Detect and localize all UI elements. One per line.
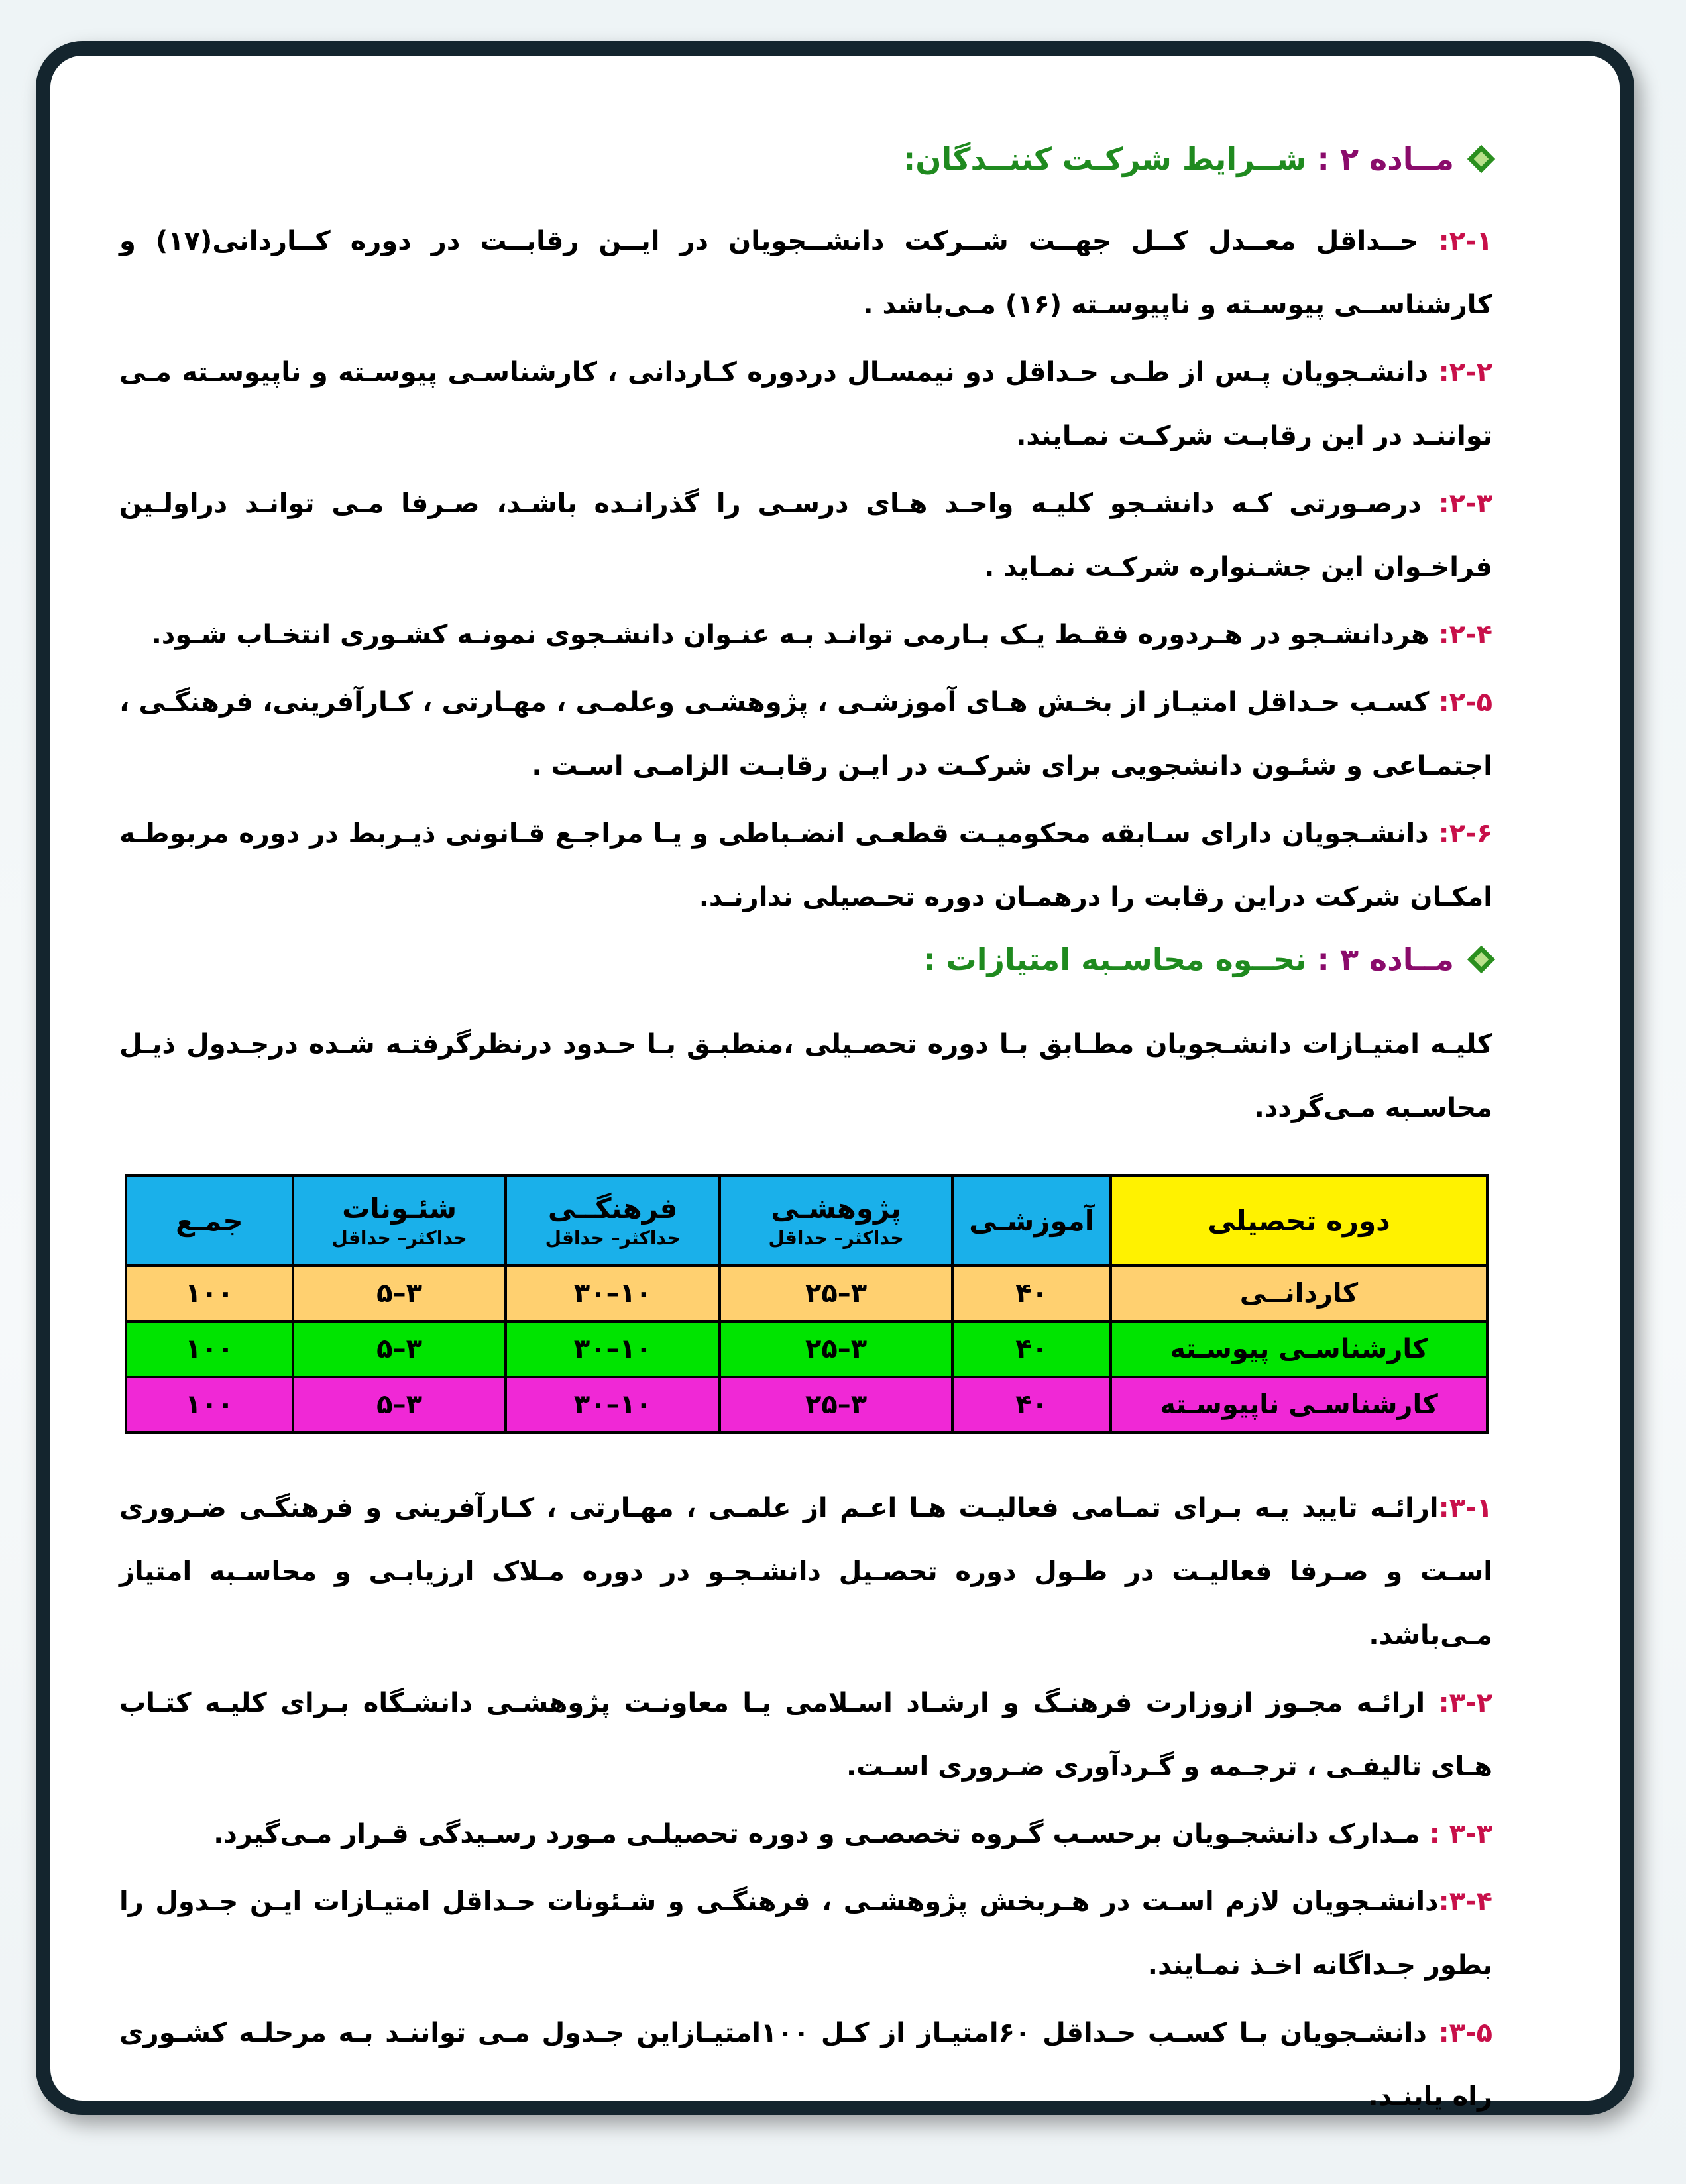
item-text: مـدارک دانشجـویان برحسـب گـروه تخصصـی و دوره تحصیلـی مـورد رسـیدگی قـرار مـی‌گیرد.	[213, 1819, 1430, 1849]
article-3-intro: کلیـه امتیـازات دانشـجویان مطـابق بـا دوره تحصـیلی ،منطبـق بـا حـدود درنظرگرفتـه شـده درجـدول ذیـل محاسـبه مـی‌گردد.	[119, 1029, 1492, 1123]
item-text: هردانشـجو در هـردوره فقـط یـک بـارمی توانـد بـه عنـوان دانشـجوی نمونـه کشـوری انتخـاب شـود.	[151, 620, 1439, 650]
header-total: جمـع	[126, 1175, 293, 1266]
cell-research: ۳–۲۵	[720, 1321, 953, 1377]
item-text: ارائـه مجـوز ازوزارت فرهنـگ و ارشـاد اسـلامی یـا معاونـت پژوهشـی دانشـگاه بـرای کلیـه کتـاب هـای تالیفـی ، ترجـمه و گـردآوری ضـروری اسـت.	[119, 1688, 1492, 1782]
item-code: ۲-۵:	[1438, 687, 1492, 718]
item-code: ۲-۶:	[1438, 818, 1492, 849]
article-2-heading	[119, 133, 1492, 186]
header-research-label: پژوهشـی	[771, 1192, 901, 1225]
table-row	[126, 1266, 1487, 1321]
cell-period: کارشناسـی پیوسـته	[1111, 1321, 1487, 1377]
article-3-item	[119, 2001, 1492, 2128]
item-text: دانشـجویان دارای سـابقه محکومیـت قطعـی انضـباطی و یـا مراجـع قـانونی ذیـربط در دوره مربوطـه امکـان شرکت دراین رقابت را درهمـان دوره تحـصیلی ندارنـد.	[119, 818, 1492, 912]
header-affairs-range: حداکثر– حداقل	[331, 1227, 467, 1249]
item-text: دانشـجویان پـس از طـی حـداقل دو نیمسـال دردوره کـاردانی ، کارشناسـی پیوسـته و ناپیوسـته مـی تواننـد در این رقابـت شرکـت نمـایند.	[119, 357, 1492, 451]
item-text: کسـب حـداقل امتیـاز از بخـش هـای آموزشـی ، پژوهشـی وعلمـی ، مهـارتی ، کـارآفرینی، فرهنگـی ، اجتمـاعی و شئـون دانشجویی برای شرکـت در ایـن رقابـت الزامـی اسـت .	[119, 687, 1492, 781]
item-code: ۲-۲:	[1438, 357, 1492, 388]
item-text: دانشـجویان لازم اسـت در هـربخش پژوهشـی ، فرهنگـی و شـئونات حـداقل امتیـازات ایـن جـدول را بطور جـداگانه اخـذ نمـایند.	[119, 1886, 1492, 1981]
cell-period: کاردانــی	[1111, 1266, 1487, 1321]
cell-research: ۳–۲۵	[720, 1266, 953, 1321]
table-row	[126, 1377, 1487, 1433]
article-2-title: شــرایط شرکـت کننــدگان:	[903, 141, 1307, 177]
item-code: ۳-۲:	[1438, 1688, 1492, 1718]
header-affairs-label: شئـونات	[342, 1192, 457, 1225]
item-text: دانشـجویان بـا کسـب حـداقل ۶۰امتیـاز از کـل ۱۰۰امتیـازاین جـدول مـی تواننـد بـه مرحلـه کشـوری راه یابنـد.	[119, 2018, 1492, 2112]
table-row	[126, 1321, 1487, 1377]
cell-total: ۱۰۰	[126, 1321, 293, 1377]
article-3-item	[119, 1476, 1492, 1667]
cell-cultural: ۱۰–۳۰	[506, 1321, 719, 1377]
cell-cultural: ۱۰–۳۰	[506, 1377, 719, 1433]
cell-education: ۴۰	[952, 1321, 1111, 1377]
score-table	[125, 1174, 1489, 1434]
item-code: ۲-۱:	[1438, 226, 1492, 256]
header-cultural	[506, 1175, 719, 1266]
cell-total: ۱۰۰	[126, 1266, 293, 1321]
item-code: ۳-۱:	[1438, 1493, 1492, 1523]
article-2-item	[119, 671, 1492, 798]
article-2-item	[119, 209, 1492, 337]
item-code: ۲-۴:	[1438, 620, 1492, 650]
cell-total: ۱۰۰	[126, 1377, 293, 1433]
item-code: ۳-۳ :	[1429, 1819, 1492, 1849]
item-code: ۲-۳:	[1438, 488, 1492, 519]
header-period: دوره تحصیلی	[1111, 1175, 1487, 1266]
item-text: حــداقل معــدل کــل جهــت شــرکت دانشــجویان در ایــن رقابــت در دوره کــاردانی(۱۷) و کارشناســی پیوسـته و ناپیوسـته (۱۶) مـی‌باشد .	[119, 226, 1492, 320]
cell-affairs: ۳–۵	[293, 1321, 506, 1377]
header-research	[720, 1175, 953, 1266]
cell-period: کارشناسـی ناپیوسـته	[1111, 1377, 1487, 1433]
item-code: ۳-۴:	[1438, 1886, 1492, 1917]
article-3-heading	[119, 933, 1492, 986]
table-header-row	[126, 1175, 1487, 1266]
document-body	[119, 133, 1492, 2132]
article-2-item	[119, 802, 1492, 929]
item-code: ۳-۵:	[1438, 2018, 1493, 2048]
article-3-item	[119, 1671, 1492, 1798]
header-affairs	[293, 1175, 506, 1266]
cell-affairs: ۳–۵	[293, 1266, 506, 1321]
green-diamond-bullet-icon	[1470, 148, 1492, 170]
header-cultural-label: فرهنگــی	[547, 1192, 678, 1225]
item-text: درصـورتی کـه دانشـجو کلیـه واحـد هـای درسـی را گذرانـده باشـد، صـرفا مـی توانـد دراولـین فراخـوان این جشـنواره شرکـت نمـاید .	[119, 488, 1492, 582]
article-2-item	[119, 603, 1492, 667]
article-3-item	[119, 1870, 1492, 1997]
item-text: ارائـه تایید یـه بـرای تمـامی فعالیـت هـا اعـم از علمـی ، مهـارتی ، کـارآفرینی و فرهنگـی ضـروری اسـت و صـرفا فعالیـت در طـول دوره تحصـیل دانشـجـو در دوره مـلاک ارزیابـی و محاسـبه امتیاز مـی‌باشد.	[119, 1493, 1492, 1651]
article-2-item	[119, 472, 1492, 599]
cell-affairs: ۳–۵	[293, 1377, 506, 1433]
cell-education: ۴۰	[952, 1266, 1111, 1321]
header-cultural-range: حداکثر– حداقل	[545, 1227, 681, 1249]
cell-education: ۴۰	[952, 1377, 1111, 1433]
cell-research: ۳–۲۵	[720, 1377, 953, 1433]
article-3-title: نحــوه محاسـبه امتیازات :	[923, 942, 1307, 977]
article-3-number: مــاده ۳ :	[1317, 942, 1454, 977]
article-2-number: مــاده ۲ :	[1317, 141, 1454, 177]
cell-cultural: ۱۰–۳۰	[506, 1266, 719, 1321]
header-research-range: حداکثر– حداقل	[768, 1227, 904, 1249]
article-2-item	[119, 341, 1492, 468]
header-education: آموزشـی	[952, 1175, 1111, 1266]
green-diamond-bullet-icon	[1470, 948, 1492, 971]
article-3-item	[119, 1802, 1492, 1866]
